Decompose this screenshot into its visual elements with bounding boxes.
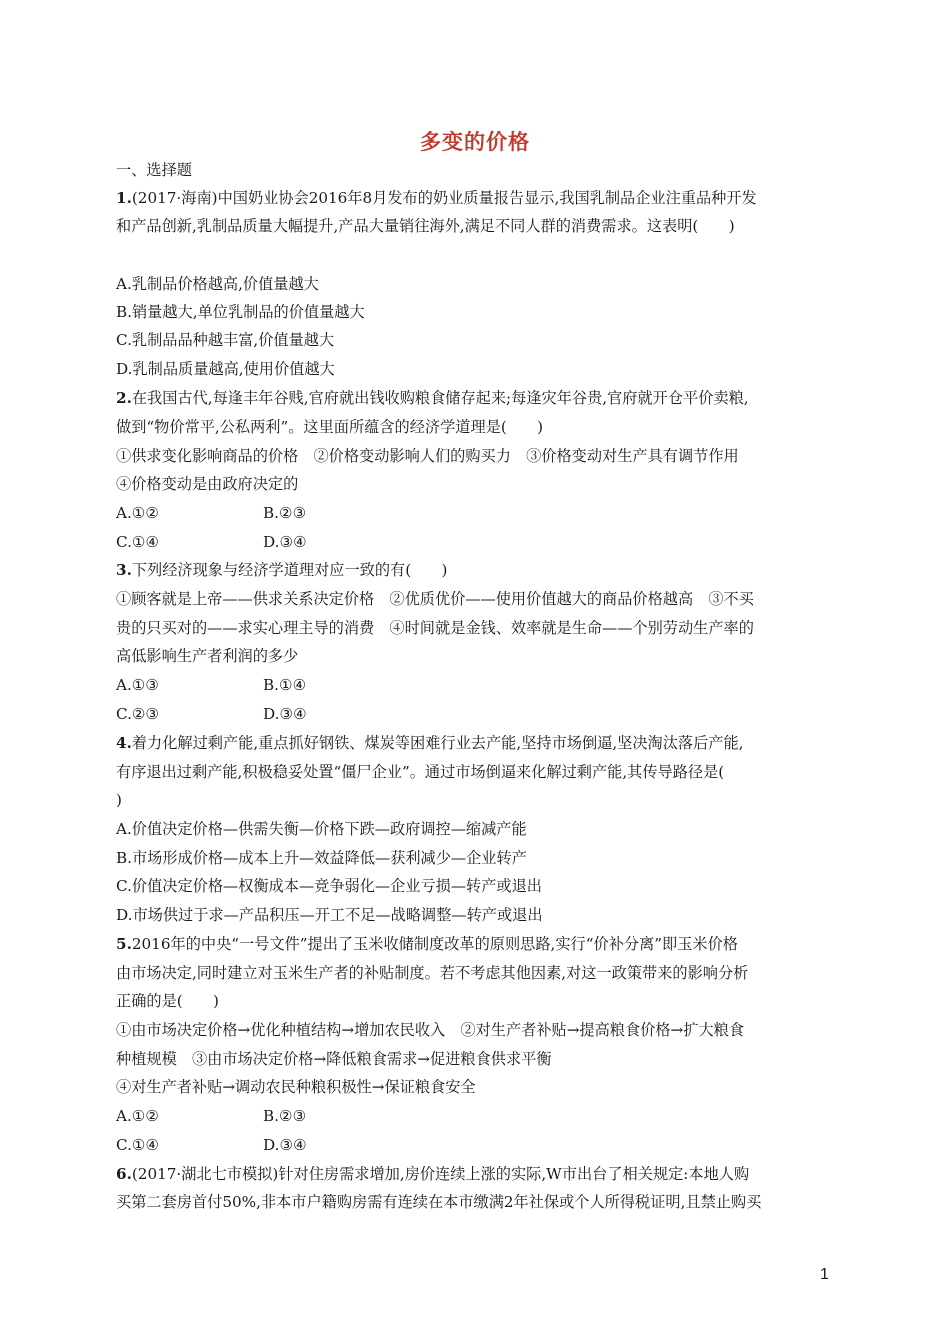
option-d: D.③④ (263, 705, 307, 723)
option-b: B.②③ (263, 504, 307, 522)
question-text: (2017·湖北七市模拟)针对住房需求增加,房价连续上涨的实际,W市出台了相关规定:本地人购 (131, 1165, 750, 1183)
question-number: 6. (116, 1165, 132, 1183)
option-c: C.价值决定价格—权衡成本—竞争弱化—企业亏损—转产或退出 (116, 877, 542, 895)
option-c: C.①④ (116, 1136, 160, 1154)
question-3 (116, 560, 447, 580)
question-number: 2. (116, 389, 132, 407)
statements: ④价格变动是由政府决定的 (116, 475, 299, 493)
statements: ④对生产者补贴→调动农民种粮积极性→保证粮食安全 (116, 1078, 476, 1096)
question-number: 1. (116, 189, 132, 207)
question-number: 3. (116, 561, 132, 579)
question-text: 着力化解过剩产能,重点抓好钢铁、煤炭等困难行业去产能,坚持市场倒逼,坚决淘汰落后产能, (131, 734, 744, 752)
statements: 种植规模 ③由市场决定价格→降低粮食需求→促进粮食供求平衡 (116, 1050, 552, 1068)
question-text: ) (116, 791, 122, 809)
statements: 高低影响生产者利润的多少 (116, 647, 299, 665)
option-d: D.市场供过于求—产品积压—开工不足—战略调整—转产或退出 (116, 906, 543, 924)
page-number: 1 (820, 1266, 829, 1283)
question-text: 有序退出过剩产能,积极稳妥处置“僵尸企业”。通过市场倒逼来化解过剩产能,其传导路径是( (116, 763, 725, 781)
statements: 贵的只买对的——求实心理主导的消费 ④时间就是金钱、效率就是生命——个别劳动生产率的 (116, 619, 754, 637)
question-2 (116, 388, 749, 408)
question-text: 在我国古代,每逢丰年谷贱,官府就出钱收购粮食储存起来;每逢灾年谷贵,官府就开仓平价卖粮, (131, 389, 749, 407)
section-heading: 一、选择题 (116, 161, 192, 179)
question-number: 5. (116, 935, 132, 953)
option-a: A.乳制品价格越高,价值量越大 (116, 275, 319, 293)
question-text: 买第二套房首付50%,非本市户籍购房需有连续在本市缴满2年社保或个人所得税证明,且禁止购买 (116, 1193, 762, 1211)
question-1 (116, 188, 757, 208)
question-text: 正确的是( ) (116, 992, 219, 1010)
option-b: B.②③ (263, 1107, 307, 1125)
option-a: A.①② (116, 504, 160, 522)
question-text: 做到“物价常平,公私两利”。这里面所蕴含的经济学道理是( ) (116, 418, 544, 436)
option-c: C.①④ (116, 533, 160, 551)
option-c: C.乳制品品种越丰富,价值量越大 (116, 331, 335, 349)
option-a: A.①② (116, 1107, 160, 1125)
option-b: B.销量越大,单位乳制品的价值量越大 (116, 303, 365, 321)
question-text: 下列经济现象与经济学道理对应一致的有( ) (131, 561, 448, 579)
question-text: 和产品创新,乳制品质量大幅提升,产品大量销往海外,满足不同人群的消费需求。这表明( ) (116, 217, 735, 235)
question-text: 由市场决定,同时建立对玉米生产者的补贴制度。若不考虑其他因素,对这一政策带来的影响分析 (116, 964, 749, 982)
statements: ①顾客就是上帝——供求关系决定价格 ②优质优价——使用价值越大的商品价格越高 ③不买 (116, 590, 754, 608)
option-b: B.①④ (263, 676, 307, 694)
question-5 (116, 934, 738, 954)
question-4 (116, 733, 743, 753)
statements: ①供求变化影响商品的价格 ②价格变动影响人们的购买力 ③价格变动对生产具有调节作用 (116, 447, 739, 465)
question-number: 4. (116, 734, 132, 752)
question-text: (2017·海南)中国奶业协会2016年8月发布的奶业质量报告显示,我国乳制品企业注重品种开发 (131, 189, 757, 207)
option-a: A.价值决定价格—供需失衡—价格下跌—政府调控—缩减产能 (116, 820, 527, 838)
option-a: A.①③ (116, 676, 160, 694)
question-6 (116, 1164, 749, 1184)
statements: ①由市场决定价格→优化种植结构→增加农民收入 ②对生产者补贴→提高粮食价格→扩大粮食 (116, 1021, 745, 1039)
option-b: B.市场形成价格—成本上升—效益降低—获利减少—企业转产 (116, 849, 527, 867)
option-d: D.乳制品质量越高,使用价值越大 (116, 360, 335, 378)
page-title: 多变的价格 (420, 130, 530, 154)
question-text: 2016年的中央“一号文件”提出了玉米收储制度改革的原则思路,实行“价补分离”即玉米价格 (131, 935, 738, 953)
option-d: D.③④ (263, 533, 307, 551)
option-c: C.②③ (116, 705, 160, 723)
option-d: D.③④ (263, 1136, 307, 1154)
